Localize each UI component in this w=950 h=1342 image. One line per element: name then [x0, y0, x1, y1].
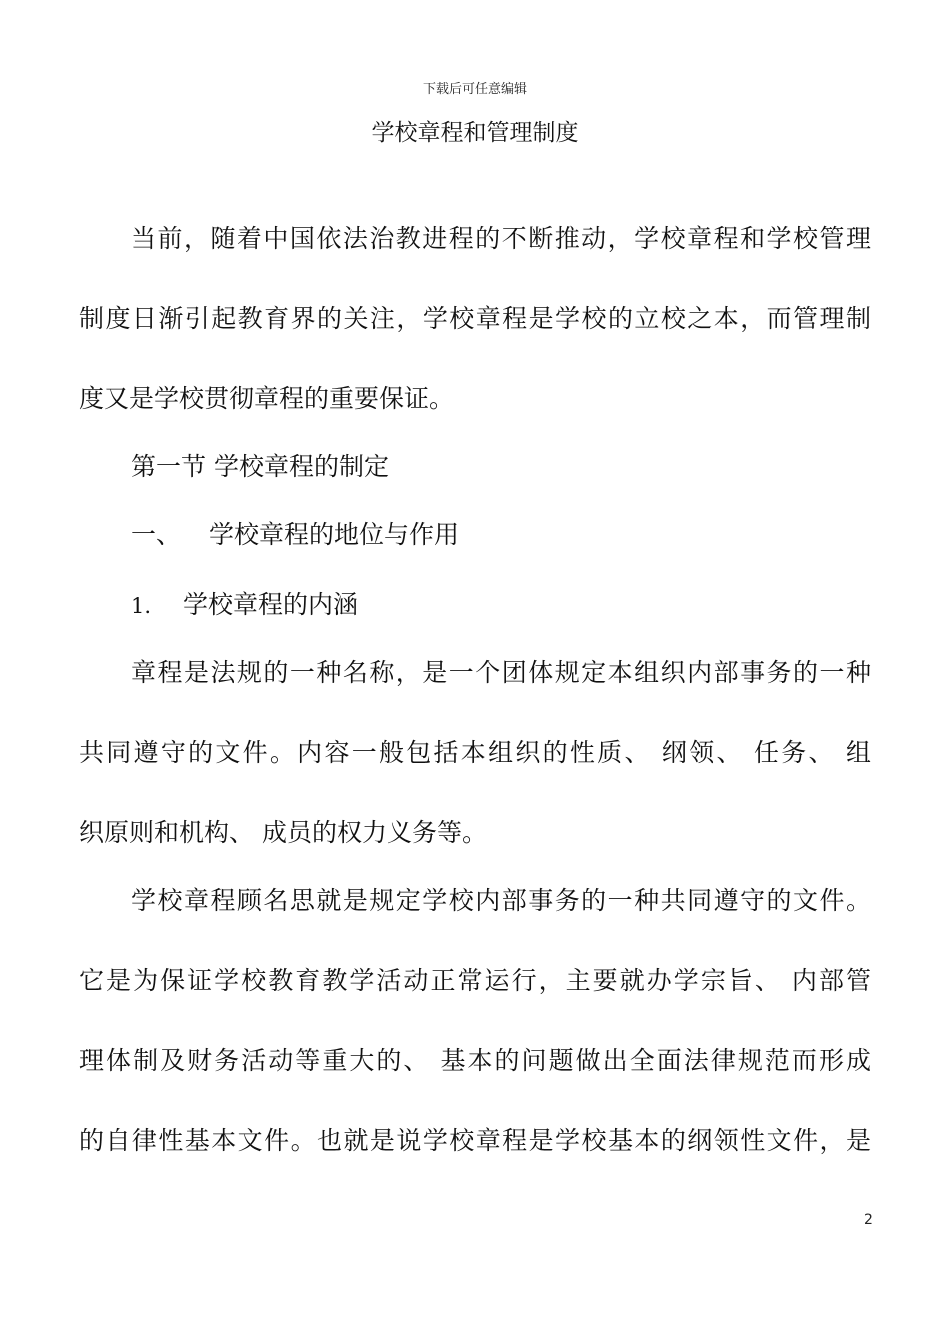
sub-heading	[131, 519, 459, 551]
paragraph-line: 章程是法规的一种名称，是一个团体规定本组织内部事务的一种	[131, 658, 871, 687]
item-heading	[131, 589, 358, 622]
paragraph-line: 的自律性基本文件。也就是说学校章程是学校基本的纲领性文件，是	[79, 1126, 871, 1155]
page-title: 学校章程和管理制度	[371, 120, 579, 146]
paragraph-line: 理体制及财务活动等重大的、 基本的问题做出全面法律规范而形成	[79, 1046, 871, 1075]
paragraph-line: 当前，随着中国依法治教进程的不断推动，学校章程和学校管理	[131, 224, 871, 253]
paragraph-line: 学校章程顾名思就是规定学校内部事务的一种共同遵守的文件。	[131, 886, 871, 915]
item-heading-number: 1.	[131, 594, 152, 618]
paragraph-line: 度又是学校贯彻章程的重要保证。	[79, 384, 455, 413]
paragraph-line: 制度日渐引起教育界的关注，学校章程是学校的立校之本，而管理制	[79, 304, 871, 333]
paragraph-line: 共同遵守的文件。内容一般包括本组织的性质、 纲领、 任务、 组	[79, 738, 871, 767]
item-heading-text: 学校章程的内涵	[183, 590, 359, 619]
paragraph-line: 织原则和机构、 成员的权力义务等。	[79, 818, 487, 847]
page-number: 2	[864, 1212, 873, 1228]
sub-heading-text: 学校章程的地位与作用	[209, 520, 460, 549]
header-note: 下载后可任意编辑	[422, 82, 527, 97]
sub-heading-number: 一、	[131, 520, 182, 549]
section-heading: 第一节 学校章程的制定	[131, 452, 389, 481]
paragraph-line: 它是为保证学校教育教学活动正常运行，主要就办学宗旨、 内部管	[79, 966, 871, 995]
